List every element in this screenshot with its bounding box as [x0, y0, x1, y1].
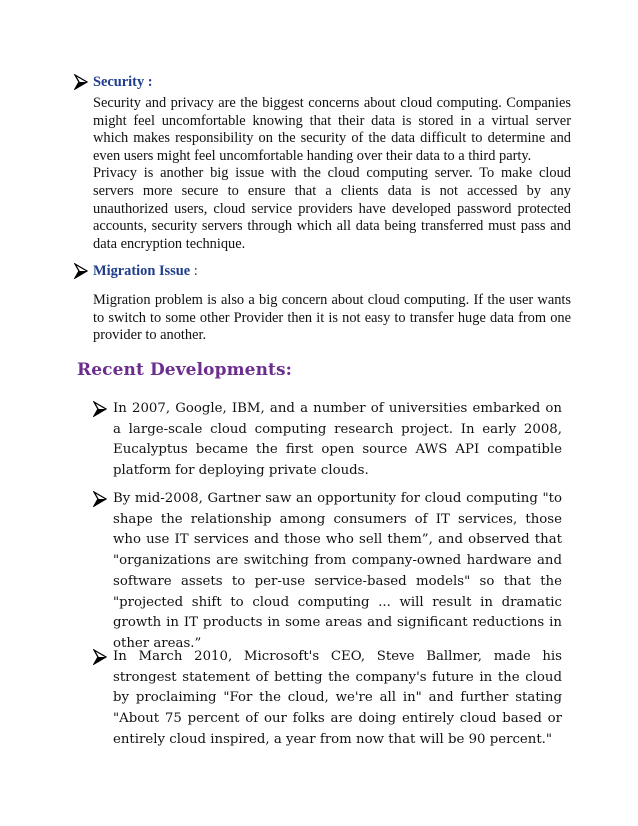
issue-title: Migration Issue — [93, 263, 191, 279]
arrow-bullet-icon — [93, 649, 109, 665]
arrow-bullet-icon — [93, 401, 109, 417]
issue-paragraph: Privacy is another big issue with the cloud computing server. To make cloud servers more secure to ensure that a clients data is not accessed by any unauthorized users, cloud service providers have developed password protected accounts, security servers through which all data being transferred must pass and data encryption technique. — [93, 165, 571, 252]
issue-colon: : — [144, 74, 153, 90]
development-item — [113, 647, 562, 751]
development-text: By mid-2008, Gartner saw an opportunity for cloud computing "to shape the relationship among consumers of IT services, those who use IT services and those who sell them”, and observed that "organizations are switching from company-owned hardware and software assets to per-use service-based models" so that the "projected shift to cloud computing ... will result in dramatic growth in IT products in some areas and significant reductions in other areas.” — [113, 491, 562, 651]
issue-security — [93, 73, 571, 253]
issue-paragraph: Security and privacy are the biggest concerns about cloud computing. Companies might feel uncomfortable knowing that their data is stored in a virtual server which makes responsibility on the security of the data difficult to determine and even users might feel uncomfortable handing over their data to a third party. — [93, 95, 571, 164]
issue-migration — [93, 262, 571, 345]
issue-paragraph: Migration problem is also a big concern about cloud computing. If the user wants to switch to some other Provider then it is not easy to transfer huge data from one provider to another. — [93, 292, 571, 344]
arrow-bullet-icon — [93, 491, 109, 507]
development-text: In 2007, Google, IBM, and a number of universities embarked on a large-scale cloud computing research project. In early 2008, Eucalyptus became the first open source AWS API compatible platform for deploying private clouds. — [113, 401, 562, 479]
issue-heading — [93, 262, 571, 280]
issue-title: Security — [93, 74, 145, 90]
issue-heading — [93, 73, 571, 91]
development-item — [113, 399, 562, 482]
issue-colon: : — [190, 263, 198, 279]
development-item — [113, 489, 562, 655]
section-title: Recent Developments: — [77, 360, 293, 380]
arrow-bullet-icon — [74, 263, 90, 279]
development-text: In March 2010, Microsoft's CEO, Steve Ballmer, made his strongest statement of betting the company's future in the cloud by proclaiming "For the cloud, we're all in" and further stating "About 75 percent of our folks are doing entirely cloud based or entirely cloud inspired, a year from now that will be 90 percent." — [113, 649, 562, 747]
arrow-bullet-icon — [74, 74, 90, 90]
